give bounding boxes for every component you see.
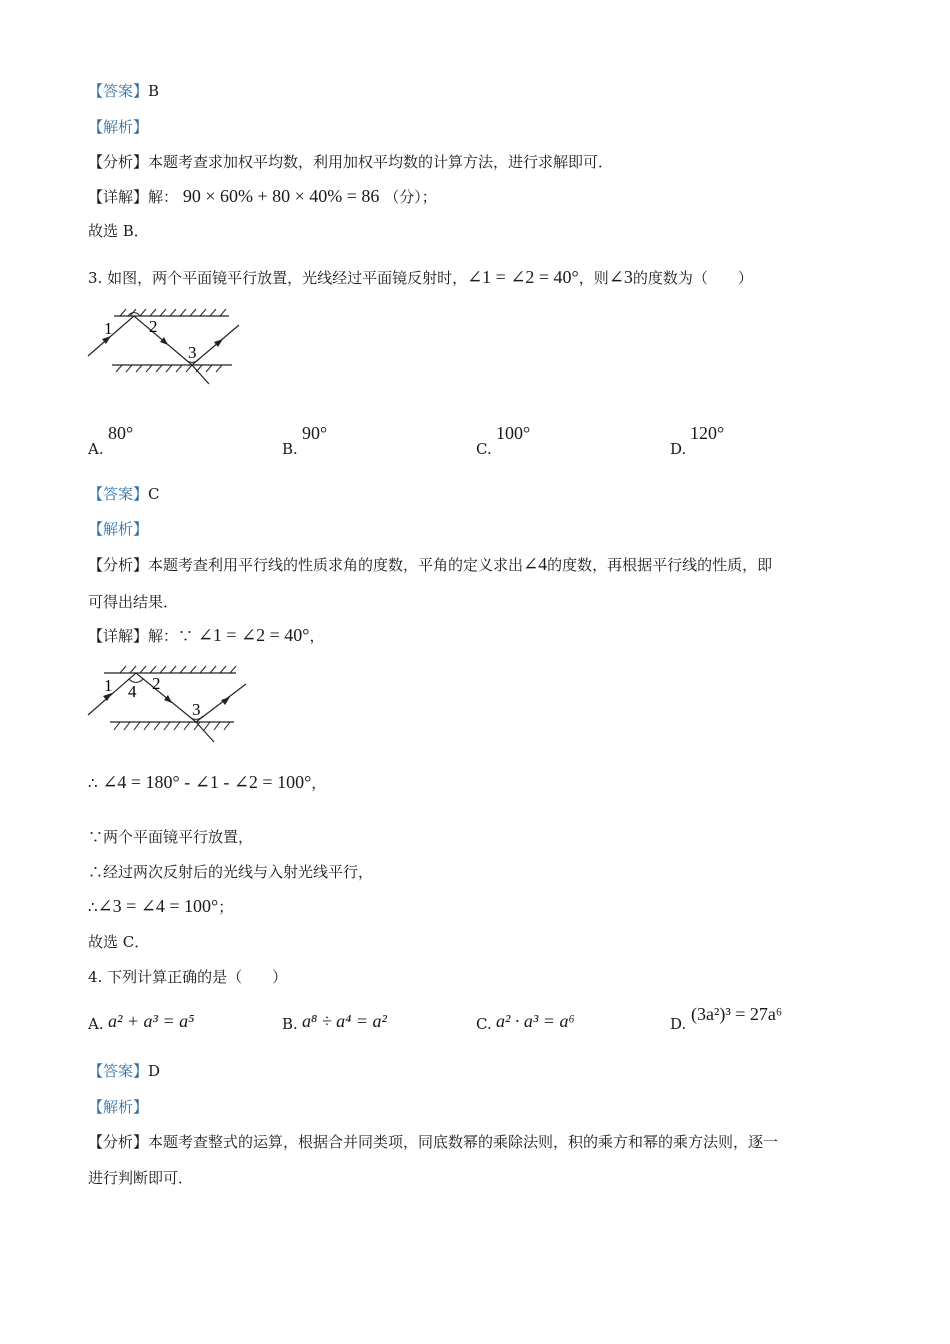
step-4-prefix: ∴ xyxy=(88,898,98,916)
stem-angle: ∠3 xyxy=(608,267,633,287)
step-4-suffix: ； xyxy=(218,898,234,916)
detail-line xyxy=(88,186,437,207)
answer-line xyxy=(88,81,159,101)
fenxi-line-2: 进行判断即可． xyxy=(88,1169,194,1187)
fenxi-text: 本题考查整式的运算，根据合并同类项，同底数幂的乘除法则，积的乘方和幂的乘方法则，逐一 xyxy=(148,1133,779,1151)
step-4 xyxy=(88,896,233,917)
fenxi-tag: 【分析】 xyxy=(88,1133,149,1151)
step-1-suffix: ， xyxy=(311,774,327,792)
detail-formula: ∠1 = ∠2 = 40° xyxy=(197,625,310,645)
answer-value: D xyxy=(148,1062,161,1080)
fig-label-3: 3 xyxy=(188,343,197,362)
conclusion: 故选 C． xyxy=(88,933,150,951)
fig2-label-1: 1 xyxy=(104,676,113,695)
stem-mid: ，则 xyxy=(578,269,609,287)
detail-tag: 【详解】 xyxy=(88,188,149,206)
q4-option-d-letter: D. xyxy=(670,1015,687,1033)
fenxi-tag: 【分析】 xyxy=(88,153,149,171)
fenxi-angle: ∠4 xyxy=(523,554,548,574)
fenxi-text: 本题考查利用平行线的性质求角的度数，平角的定义求出 xyxy=(148,556,524,574)
option-b-value: 90° xyxy=(302,423,328,443)
q4-option-d-value: (3a²)³ = 27a⁶ xyxy=(691,1004,783,1024)
detail-formula: 90 × 60% + 80 × 40% = 86 xyxy=(182,186,380,206)
question-4-stem: 4. 下列计算正确的是（ ） xyxy=(88,968,288,986)
option-d-letter: D. xyxy=(670,440,687,458)
fenxi-text: 本题考查求加权平均数，利用加权平均数的计算方法，进行求解即可． xyxy=(148,153,614,171)
answer-line xyxy=(88,484,160,504)
step-1-prefix: ∴ xyxy=(88,774,98,792)
question-3-stem xyxy=(88,267,753,288)
stem-formula: ∠1 = ∠2 = 40° xyxy=(467,267,579,287)
detail-line xyxy=(88,625,325,646)
answer-tag: 【答案】 xyxy=(88,1062,149,1080)
answer-line xyxy=(88,1061,160,1081)
conclusion: 故选 B． xyxy=(88,222,149,240)
q4-option-a-letter: A. xyxy=(88,1015,104,1033)
q4-option-c-value: a² · a³ = a⁶ xyxy=(496,1011,575,1031)
mirror-figure xyxy=(84,305,244,390)
detail-prefix: 解：∵ xyxy=(148,627,194,645)
detail-tag: 【详解】 xyxy=(88,627,149,645)
answer-tag: 【答案】 xyxy=(88,82,149,100)
q4-option-a-value: a² + a³ = a⁵ xyxy=(108,1011,195,1031)
fig2-label-3: 3 xyxy=(192,700,201,719)
step-3: ∴经过两次反射后的光线与入射光线平行， xyxy=(88,863,374,881)
detail-suffix: （分）； xyxy=(384,188,437,206)
detail-prefix: 解： xyxy=(148,188,179,206)
fig2-label-2: 2 xyxy=(152,674,161,693)
analysis-tag: 【解析】 xyxy=(88,118,149,136)
detail-suffix: ， xyxy=(309,627,325,645)
q4-option-b-value: a⁸ ÷ a⁴ = a² xyxy=(302,1011,387,1031)
option-c-value: 100° xyxy=(496,423,531,443)
option-a-letter: A. xyxy=(88,440,104,458)
fenxi-line xyxy=(88,152,613,172)
option-d-value: 120° xyxy=(690,423,725,443)
stem-tail: 的度数为（ ） xyxy=(632,269,753,287)
fenxi-line xyxy=(88,554,772,575)
stem-text: 3. 如图，两个平面镜平行放置，光线经过平面镜反射时， xyxy=(88,269,468,287)
q4-option-b-letter: B. xyxy=(282,1015,298,1033)
mirror-figure-with-angle-4 xyxy=(84,660,249,750)
step-2: ∵两个平面镜平行放置， xyxy=(88,828,254,846)
fenxi-line-2: 可得出结果． xyxy=(88,593,179,611)
fig-label-1: 1 xyxy=(104,319,113,338)
step-4-formula: ∠3 = ∠4 = 100° xyxy=(97,896,219,916)
answer-value: B xyxy=(148,82,160,100)
fenxi-tag: 【分析】 xyxy=(88,556,149,574)
answer-value: C xyxy=(148,485,160,503)
fenxi-line xyxy=(88,1132,778,1152)
answer-tag: 【答案】 xyxy=(88,485,149,503)
option-a-value: 80° xyxy=(108,423,134,443)
option-c-letter: C. xyxy=(476,440,492,458)
analysis-tag: 【解析】 xyxy=(88,520,149,538)
fig2-label-4: 4 xyxy=(128,682,137,701)
analysis-tag: 【解析】 xyxy=(88,1098,149,1116)
fig-label-2: 2 xyxy=(149,317,158,336)
q4-option-c-letter: C. xyxy=(476,1015,492,1033)
step-1 xyxy=(88,772,326,793)
option-b-letter: B. xyxy=(282,440,298,458)
fenxi-text-tail: 的度数，再根据平行线的性质，即 xyxy=(547,556,773,574)
step-1-formula: ∠4 = 180° - ∠1 - ∠2 = 100° xyxy=(102,772,312,792)
